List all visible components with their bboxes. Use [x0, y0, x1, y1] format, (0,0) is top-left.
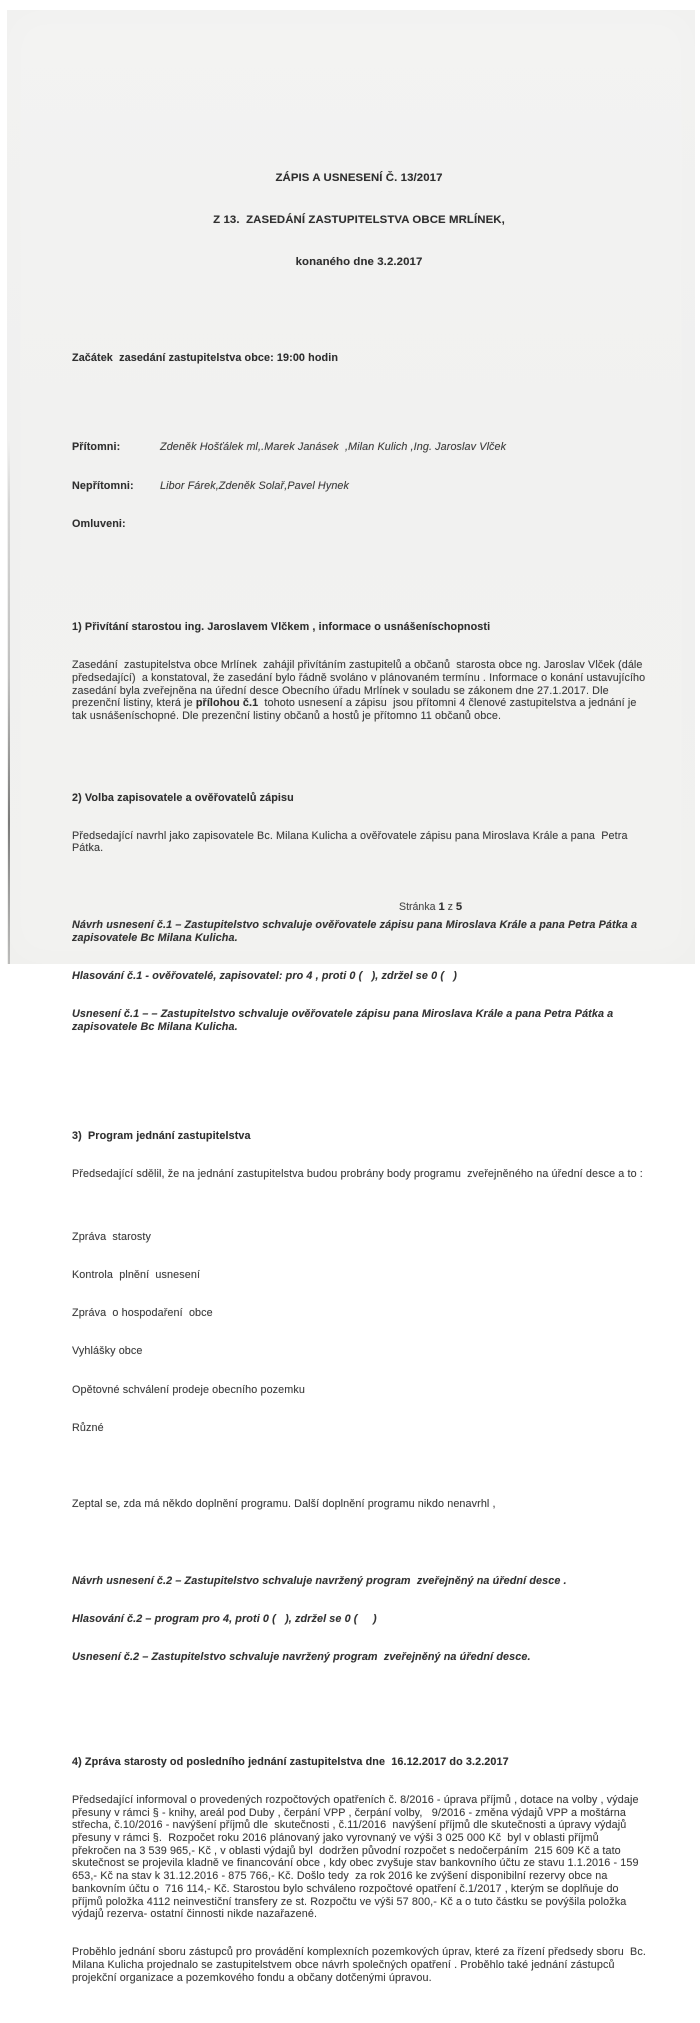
attendance-label: Nepřítomni: [72, 479, 134, 492]
footer-prefix: Stránka [399, 901, 436, 913]
section-3-intro: Předsedající sdělil, že na jednání zastupitelstva budou probrány body programu zveřejněného na úřední desce a to : [72, 1167, 643, 1180]
agenda-item: Zpráva o hospodaření obce [72, 1307, 213, 1320]
document-content [72, 10, 650, 2023]
section-3-heading: 3) Program jednání zastupitelstva [72, 1129, 251, 1142]
meeting-start-line: Začátek zasedání zastupitelstva obce: 19:00 hodin [72, 352, 339, 365]
section-3-question: Zeptal se, zda má někdo doplnění programu. Další doplnění programu nikdo nenavrhl , [72, 1498, 496, 1511]
page-footer [399, 901, 462, 913]
section-2-paragraph: Předsedající navrhl jako zapisovatele Bc. Milana Kulicha a ověřovatele zápisu pana Miroslava Krále a pana Petra Pátka. [72, 829, 631, 855]
scan-artifact-line [8, 440, 10, 964]
resolution-1-decision: Usnesení č.1 – – Zastupitelstvo schvaluje ověřovatele zápisu pana Miroslava Krále a pana Petra Pátka a zapisovatele Bc Milana Kulicha. [72, 1007, 617, 1033]
attendance-row-absent [72, 480, 646, 493]
attendance-label: Přítomni: [72, 441, 121, 454]
resolution-block-1 [72, 894, 646, 1059]
attendance-value: Libor Fárek,Zdeněk Solař,Pavel Hynek [160, 479, 350, 492]
section-1-text-after: tohoto usnesení a zápisu jsou přítomni 4 členové zastupitelstva a jednání je tak usnášeníschopné. Dle prezenční listiny občanů a hostů je přítomno 11 občanů obce. [72, 697, 640, 723]
resolution-block-2 [72, 1549, 646, 1689]
section-1-paragraph [72, 659, 649, 723]
footer-total-pages: 5 [455, 901, 463, 913]
attendance-value: Zdeněk Hošťálek ml,.Marek Janásek ,Milan Kulich ,Ing. Jaroslav Vlček [160, 441, 507, 454]
resolution-1-vote: Hlasování č.1 - ověřovatelé, zapisovatel: pro 4 , proti 0 ( ), zdržel se 0 ( ) [72, 969, 458, 982]
attendance-row-present [72, 441, 646, 454]
title-line-2: Z 13. ZASEDÁNÍ ZASTUPITELSTVA OBCE MRLÍNEK, [213, 214, 505, 227]
attendance-block [72, 416, 646, 556]
title-line-3: konaného dne 3.2.2017 [295, 256, 423, 269]
section-4-paragraph-1: Předsedající informoval o provedených rozpočtových opatřeních č. 8/2016 - úprava příjmů , dotace na volby , výdaje přesuny v rámci § - knihy, areál pod Duby , čerpání VPP , čerpání volby, 9/2016 - změna výdajů VPP a moštárna střecha, č.10/2016 - navýšení příjmů dle skutečnosti , č.11/2016 navýšení příjmů dle skutečnosti a úpravy výdajů přesuny v rámci §. Rozpočet roku 2016 plánovaný jako vyrovnaný ve výši 3 025 000 Kč byl v oblasti příjmů překročen na 3 539 965,- Kč , v oblasti výdajů byl dodržen původní rozpočet s nedočerpáním 215 609 Kč a tato skutečnost se projevila kladně ve financování obce , kdy obec zvyšuje stav bankovního účtu ze stavu 1.1.2016 - 159 653,- Kč na stav k 31.12.2016 - 875 766,- Kč. Došlo tedy za rok 2016 ke zvýšení disponibilní rezervy obce na bankovním účtu o 716 114,- Kč. Starostou bylo schváleno rozpočtové opatření č.1/2017 , kterým se doplňuje do příjmů položka 4112 neinvestiční transfery ze st. Rozpočtu ve výši 57 800,- Kč a o tuto částku se povýšila položka výdajů rezerva- ostatní činnosti nikde nazařazené. [72, 1793, 642, 1921]
resolution-1-proposal: Návrh usnesení č.1 – Zastupitelstvo schvaluje ověřovatele zápisu pana Miroslava Krále a pana Petra Pátka a zapisovatele Bc Milana Kulicha. [72, 918, 641, 944]
agenda-item: Opětovné schválení prodeje obecního pozemku [72, 1383, 305, 1396]
scanned-page [7, 10, 695, 1984]
attendance-label: Omluveni: [72, 518, 126, 531]
agenda-list [72, 1206, 646, 1460]
resolution-2-vote: Hlasování č.2 – program pro 4, proti 0 ( ), zdržel se 0 ( ) [72, 1612, 377, 1625]
agenda-item: Vyhlášky obce [72, 1345, 143, 1358]
resolution-2-decision: Usnesení č.2 – Zastupitelstvo schvaluje navržený program zveřejněný na úřední desce. [72, 1650, 531, 1663]
section-1-heading: 1) Přivítání starostou ing. Jaroslavem Vlčkem , informace o usnášeníschopnosti [72, 621, 491, 634]
attendance-row-excused [72, 518, 646, 531]
section-1-text-before: Zasedání zastupitelstva obce Mrlínek zahájil přivítáním zastupitelů a občanů starosta obce ng. Jaroslav Vlček (dále předsedající) a konstatoval, že zasedání bylo řádně svoláno v plánovaném termínu . Informace o konání ustavujícího zasedání byla zveřejněna na úřední desce Obecního úřadu Mrlínek v souladu se zákonem dne 27.1.2017. Dle prezenční listiny, která je [72, 659, 649, 710]
title-line-1: ZÁPIS A USNESENÍ Č. 13/2017 [275, 172, 443, 185]
resolution-2-proposal: Návrh usnesení č.2 – Zastupitelstvo schvaluje navržený program zveřejněný na úřední desce . [72, 1574, 567, 1587]
agenda-item: Různé [72, 1421, 104, 1434]
section-4-paragraph-2: Proběhlo jednání sboru zástupců pro provádění komplexních pozemkových úprav, které za řízení předsedy sboru Bc. Milana Kulicha projednalo se zastupitelstvem obce návrh společných opatření . Proběhlo také jednání zástupců projekční organizace a pozemkového fondu a občany dotčenými úpravou. [72, 1946, 650, 1984]
agenda-item: Zpráva starosty [72, 1231, 152, 1244]
section-1-attachment-ref: přílohou č.1 [195, 697, 259, 710]
section-4-heading: 4) Zpráva starosty od posledního jednání zastupitelstva dne 16.12.2017 do 3.2.2017 [72, 1755, 509, 1768]
footer-separator: z [447, 901, 453, 913]
agenda-item: Kontrola plnění usnesení [72, 1269, 201, 1282]
footer-page-number: 1 [438, 901, 445, 913]
section-2-heading: 2) Volba zapisovatele a ověřovatelů zápisu [72, 791, 294, 804]
document-title-block [72, 143, 646, 297]
